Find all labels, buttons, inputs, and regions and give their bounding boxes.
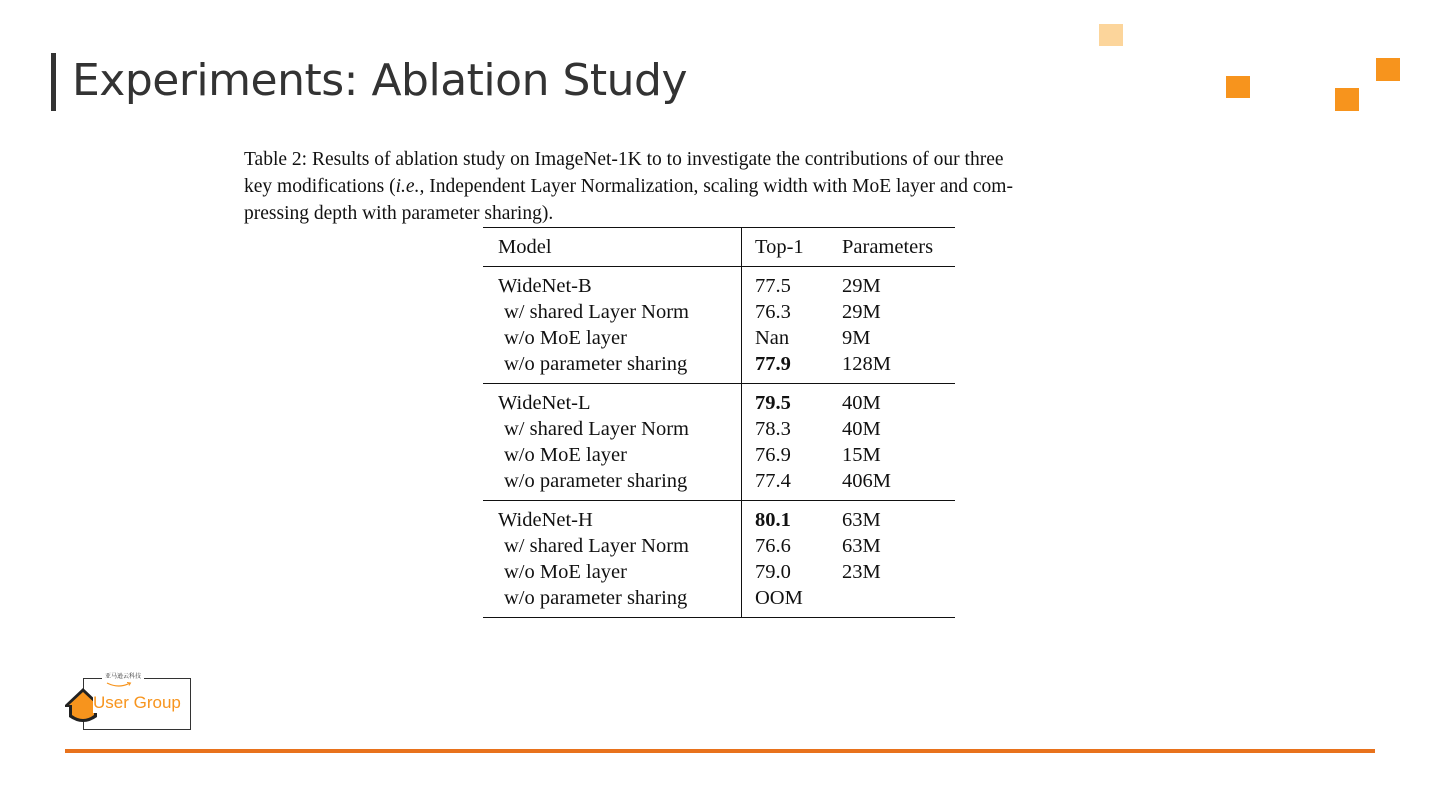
model-cell: w/o MoE layer xyxy=(483,442,742,468)
top1-cell: 78.3 xyxy=(755,418,791,440)
params-cell: 63M xyxy=(842,535,881,557)
top1-cell: 77.4 xyxy=(755,470,791,492)
model-cell: WideNet-L xyxy=(483,384,742,417)
header-parameters: Parameters xyxy=(827,228,955,267)
top1-cell: 77.5 xyxy=(742,267,828,300)
caption-line-1: Table 2: Results of ablation study on ImageNet-1K to to investigate the contributions of our three xyxy=(244,149,1004,170)
table-row xyxy=(483,533,955,559)
params-cell: 63M xyxy=(827,501,955,534)
table-row xyxy=(483,384,955,417)
top1-cell-best: 77.9 xyxy=(755,353,791,375)
logo-main-text: User Group xyxy=(93,693,181,712)
params-cell: 40M xyxy=(827,384,955,417)
table-caption xyxy=(244,146,1204,227)
footer-line xyxy=(65,749,1375,753)
table-row xyxy=(483,442,955,468)
params-cell: 406M xyxy=(842,470,891,492)
table-row xyxy=(483,559,955,585)
decor-square xyxy=(1226,76,1250,98)
table-row xyxy=(483,468,955,501)
table-row xyxy=(483,299,955,325)
top1-cell: 76.9 xyxy=(755,444,791,466)
params-cell: 40M xyxy=(842,418,881,440)
params-cell xyxy=(827,585,955,618)
table-row xyxy=(483,267,955,300)
user-group-logo xyxy=(60,673,210,735)
table-row xyxy=(483,585,955,618)
params-cell: 23M xyxy=(842,561,881,583)
table-row xyxy=(483,501,955,534)
decor-square xyxy=(1335,88,1359,111)
table-row xyxy=(483,351,955,384)
top1-cell: 79.0 xyxy=(755,561,791,583)
model-cell: w/ shared Layer Norm xyxy=(483,533,742,559)
model-cell: w/ shared Layer Norm xyxy=(483,416,742,442)
model-cell: w/o MoE layer xyxy=(483,559,742,585)
table-row xyxy=(483,325,955,351)
top1-cell: 76.3 xyxy=(755,301,791,323)
params-cell: 9M xyxy=(842,327,871,349)
params-cell: 29M xyxy=(842,301,881,323)
smile-icon xyxy=(106,682,132,688)
params-cell: 29M xyxy=(827,267,955,300)
params-cell: 15M xyxy=(842,444,881,466)
table-header-row xyxy=(483,228,955,267)
top1-cell-best: 80.1 xyxy=(742,501,828,534)
logo-top-text: 亚马逊云科技 xyxy=(102,672,144,682)
table-row xyxy=(483,416,955,442)
top1-cell: Nan xyxy=(755,327,790,349)
model-cell: w/o parameter sharing xyxy=(483,468,742,501)
decor-square xyxy=(1376,58,1400,81)
caption-line-3: pressing depth with parameter sharing). xyxy=(244,203,554,224)
model-cell: WideNet-H xyxy=(483,501,742,534)
top1-cell: OOM xyxy=(742,585,828,618)
header-top1: Top-1 xyxy=(742,228,828,267)
title-accent-bar xyxy=(51,53,56,111)
model-cell: w/ shared Layer Norm xyxy=(483,299,742,325)
slide-title: Experiments: Ablation Study xyxy=(72,55,687,106)
top1-cell: 76.6 xyxy=(755,535,791,557)
model-cell: w/o MoE layer xyxy=(483,325,742,351)
params-cell: 128M xyxy=(842,353,891,375)
model-cell: w/o parameter sharing xyxy=(483,351,742,384)
model-cell: w/o parameter sharing xyxy=(483,585,742,618)
ablation-table xyxy=(483,227,955,618)
caption-line-2: key modifications (i.e., Independent Layer Normalization, scaling width with MoE layer and com- xyxy=(244,176,1013,197)
top1-cell-best: 79.5 xyxy=(742,384,828,417)
decor-square-light xyxy=(1099,24,1123,46)
header-model: Model xyxy=(483,228,742,267)
model-cell: WideNet-B xyxy=(483,267,742,300)
